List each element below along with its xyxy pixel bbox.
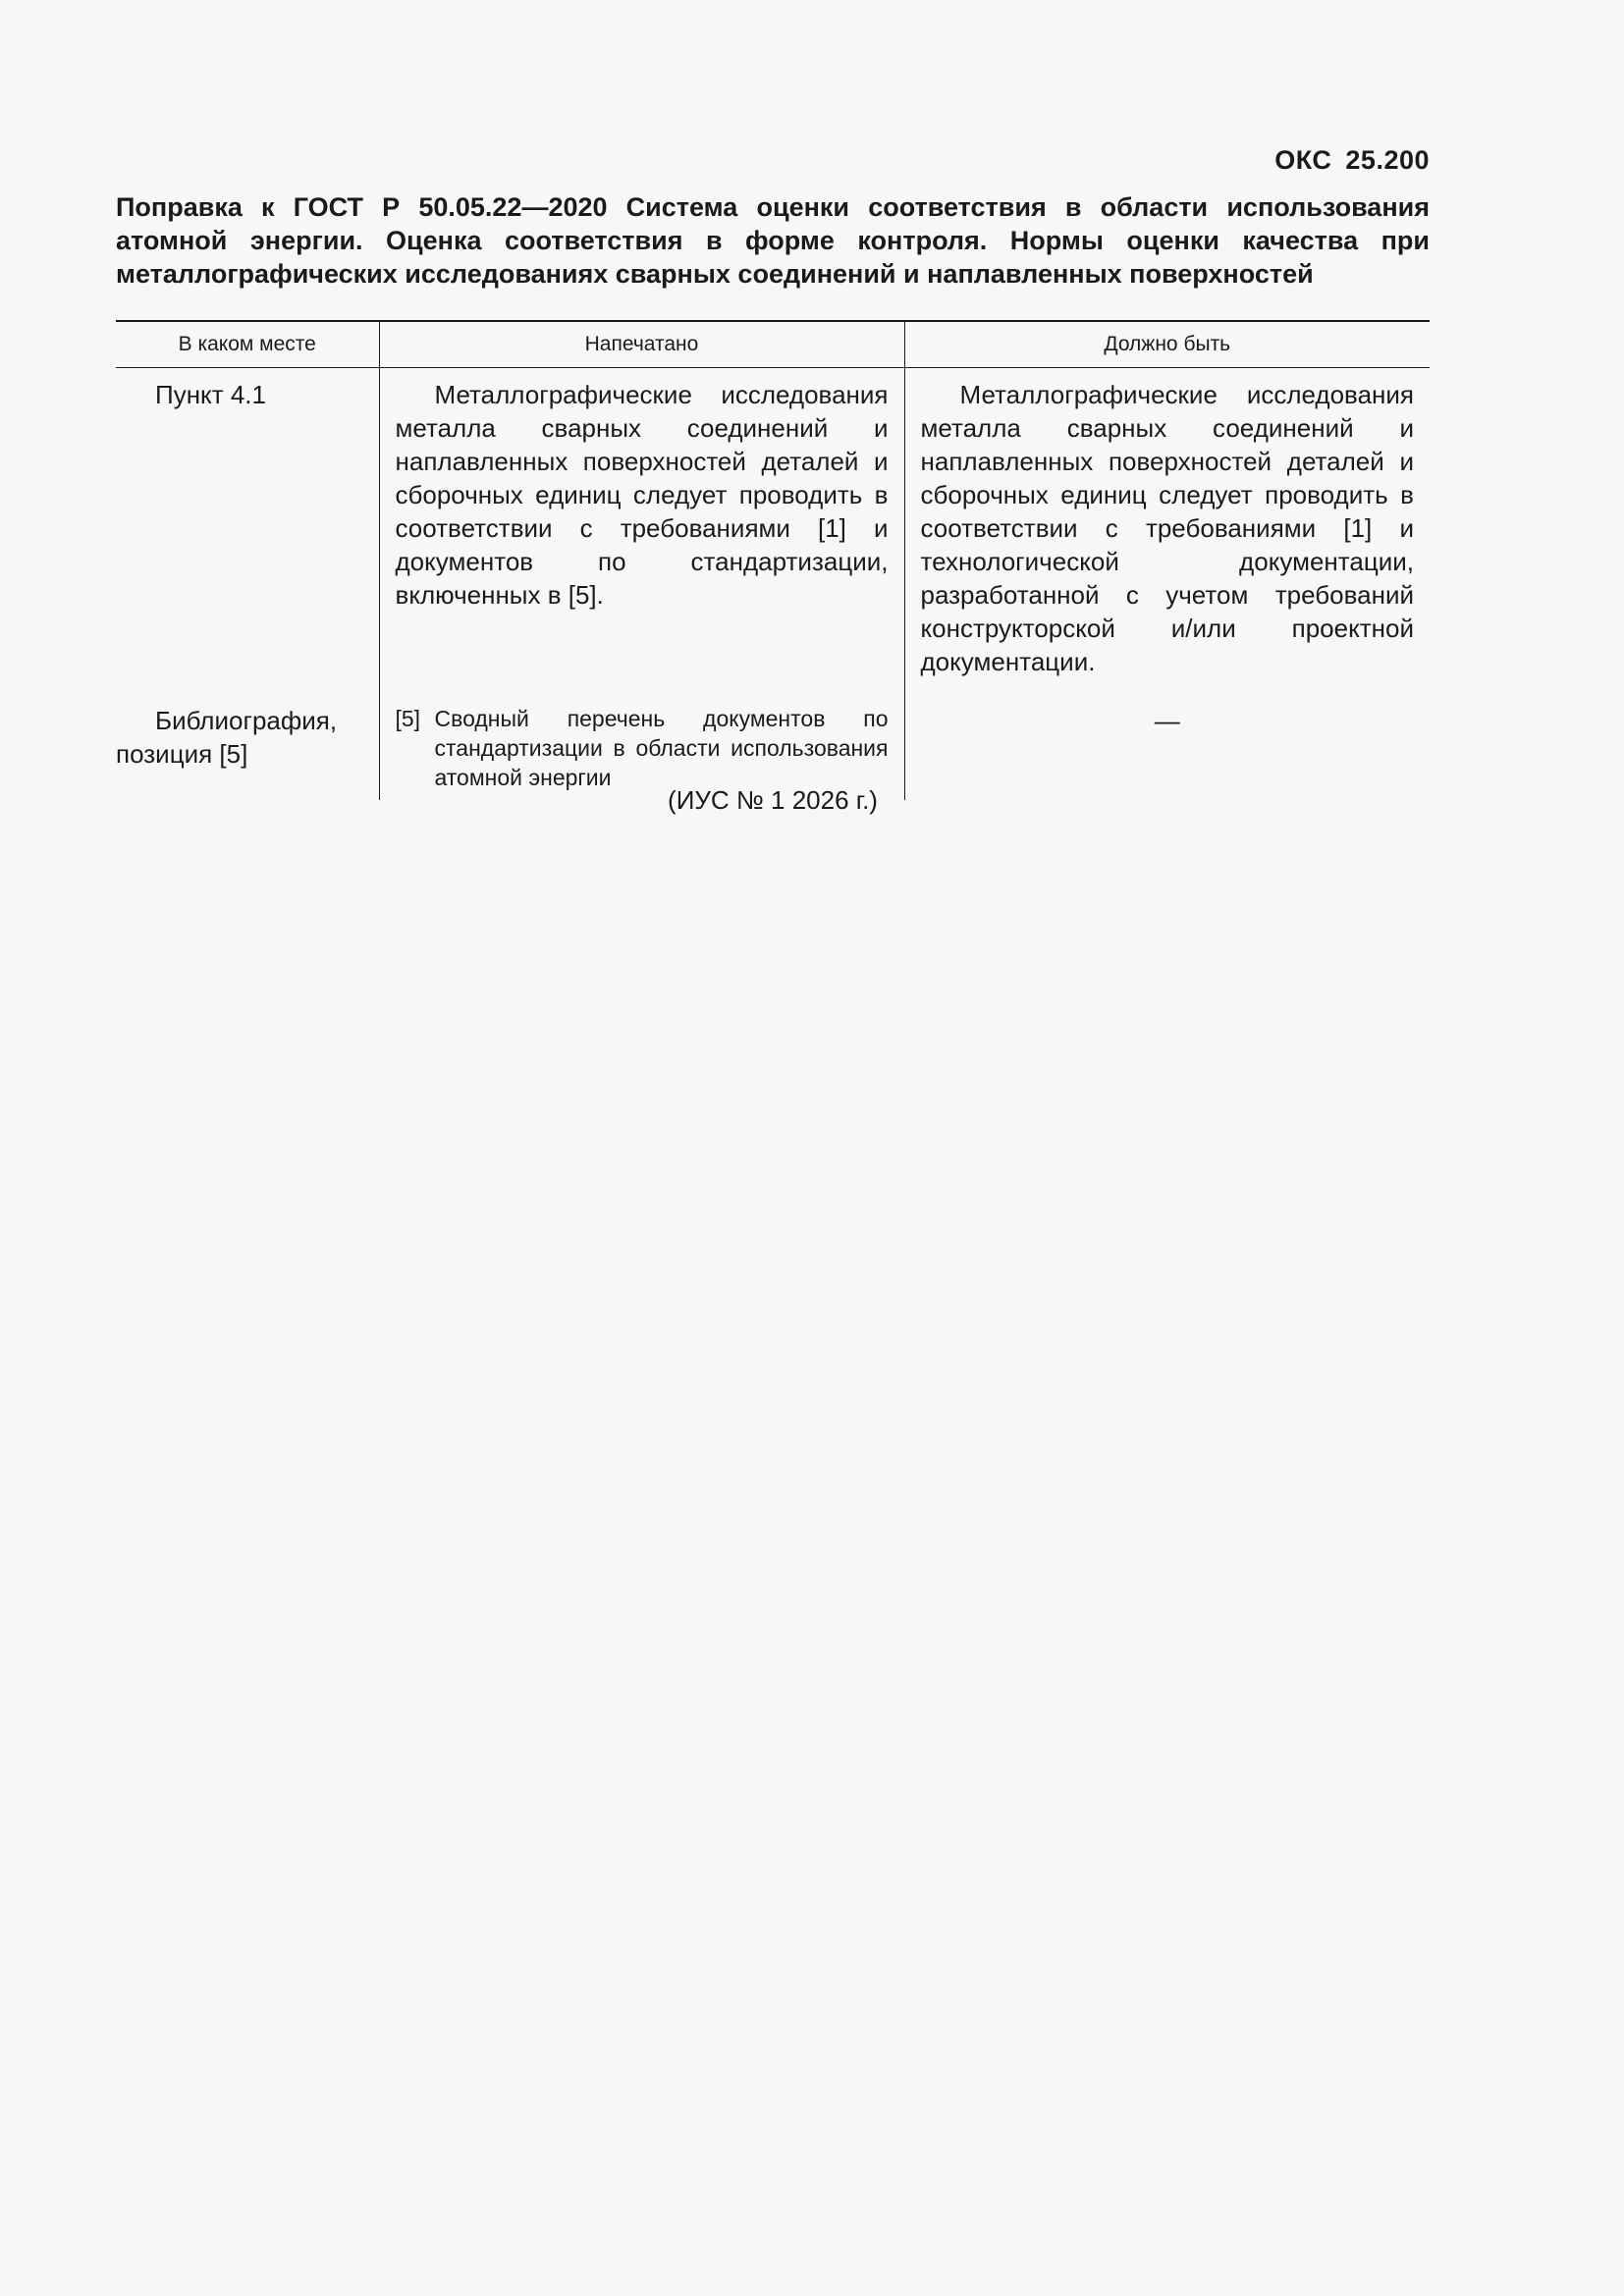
- classification-code: ОКС 25.200: [1274, 145, 1430, 175]
- column-header-should-be: Должно быть: [904, 321, 1430, 368]
- bibliography-text: Сводный перечень документов по стандартизации в области использования атомной энергии: [434, 706, 889, 790]
- ius-reference: (ИУС № 1 2026 г.): [668, 785, 878, 815]
- cell-place: [116, 368, 379, 697]
- should-be-text: Металлографические исследования металла сварных соединений и наплавленных поверхностей деталей и сборочных единиц следует проводить в соответствии с требованиями [1] и технологической документации, разработанной с учетом требований конструкторской и/или проектной документации.: [920, 380, 1414, 676]
- bibliography-number: [5]: [395, 706, 421, 731]
- document-title: Поправка к ГОСТ Р 50.05.22—2020 Система оценки соответствия в области использования атомной энергии. Оценка соответствия в форме контроля. Нормы оценки качества при металлографических исследованиях сварных соединений и наплавленных поверхностей: [116, 192, 1430, 289]
- bibliography-entry: [396, 704, 889, 792]
- cell-should-be: [904, 368, 1430, 697]
- correction-table: [116, 320, 1430, 800]
- column-header-place: В каком месте: [116, 321, 379, 368]
- should-be-text: —: [1154, 706, 1180, 735]
- table-row: [116, 368, 1430, 697]
- place-text: Пункт 4.1: [155, 380, 266, 409]
- cell-printed: [379, 368, 904, 697]
- printed-text: Металлографические исследования металла сварных соединений и наплавленных поверхностей деталей и сборочных единиц следует проводить в соответствии с требованиями [1] и документов по стандартизации, включенных в [5].: [395, 380, 889, 610]
- table-header-row: [116, 321, 1430, 368]
- place-text: Библиография, позиция [5]: [116, 706, 338, 769]
- column-header-printed: Напечатано: [379, 321, 904, 368]
